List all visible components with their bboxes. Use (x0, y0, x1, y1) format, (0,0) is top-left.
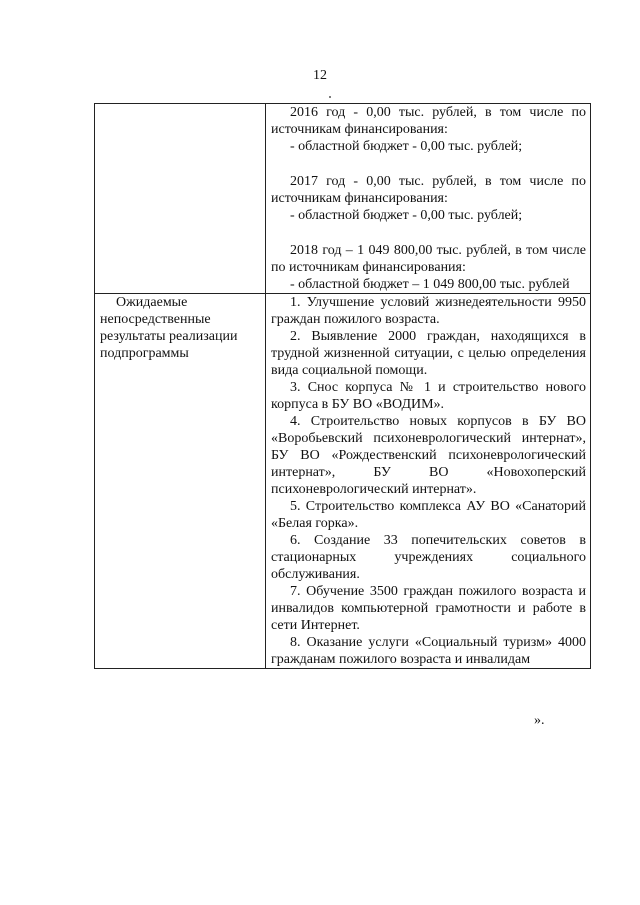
funding-cell (266, 104, 591, 294)
funding-2018-source: - областной бюджет – 1 049 800,00 тыс. рублей (290, 277, 570, 292)
results-cell (266, 294, 591, 669)
result-item-1: 1. Улучшение условий жизнедеятельности 9950 граждан пожилого возраста. (271, 295, 586, 327)
results-label-cell (95, 294, 266, 669)
result-item-6: 6. Создание 33 попечительских советов в стационарных учреждениях социального обслуживания. (271, 533, 586, 582)
results-label-line4: подпрограммы (100, 346, 189, 361)
scan-dot (329, 96, 331, 98)
funding-2017-source: - областной бюджет - 0,00 тыс. рублей; (290, 208, 523, 223)
funding-label-cell (95, 104, 266, 294)
funding-2016-source: - областной бюджет - 0,00 тыс. рублей; (290, 139, 523, 154)
result-item-5: 5. Строительство комплекса АУ ВО «Санаторий «Белая горка». (271, 499, 586, 531)
funding-2017-line: 2017 год - 0,00 тыс. рублей, в том числе по источникам финансирования: (271, 174, 586, 206)
result-item-3: 3. Снос корпуса № 1 и строительство нового корпуса в БУ ВО «ВОДИМ». (271, 380, 586, 412)
program-table (94, 103, 591, 669)
result-item-4: 4. Строительство новых корпусов в БУ ВО «Воробьевский психоневрологический интернат», БУ ВО «Рождественский психоневрологический интернат», БУ ВО «Новохоперский психоневрологический интернат». (271, 414, 586, 497)
results-label-line2: непосредственные (100, 312, 211, 327)
page-number: 12 (313, 68, 327, 83)
results-row (95, 294, 591, 669)
result-item-2: 2. Выявление 2000 граждан, находящихся в трудной жизненной ситуации, с целью определения вида социальной помощи. (271, 329, 586, 378)
funding-2018-line: 2018 год – 1 049 800,00 тыс. рублей, в том числе по источникам финансирования: (271, 243, 586, 275)
results-label-line1: Ожидаемые (116, 295, 188, 310)
funding-row (95, 104, 591, 294)
funding-2016-line: 2016 год - 0,00 тыс. рублей, в том числе по источникам финансирования: (271, 105, 586, 137)
result-item-7: 7. Обучение 3500 граждан пожилого возраста и инвалидов компьютерной грамотности и работе в сети Интернет. (271, 584, 586, 633)
results-label-line3: результаты реализации (100, 329, 238, 344)
closing-quote-mark: ». (534, 713, 545, 728)
result-item-8: 8. Оказание услуги «Социальный туризм» 4000 гражданам пожилого возраста и инвалидам (271, 635, 586, 667)
